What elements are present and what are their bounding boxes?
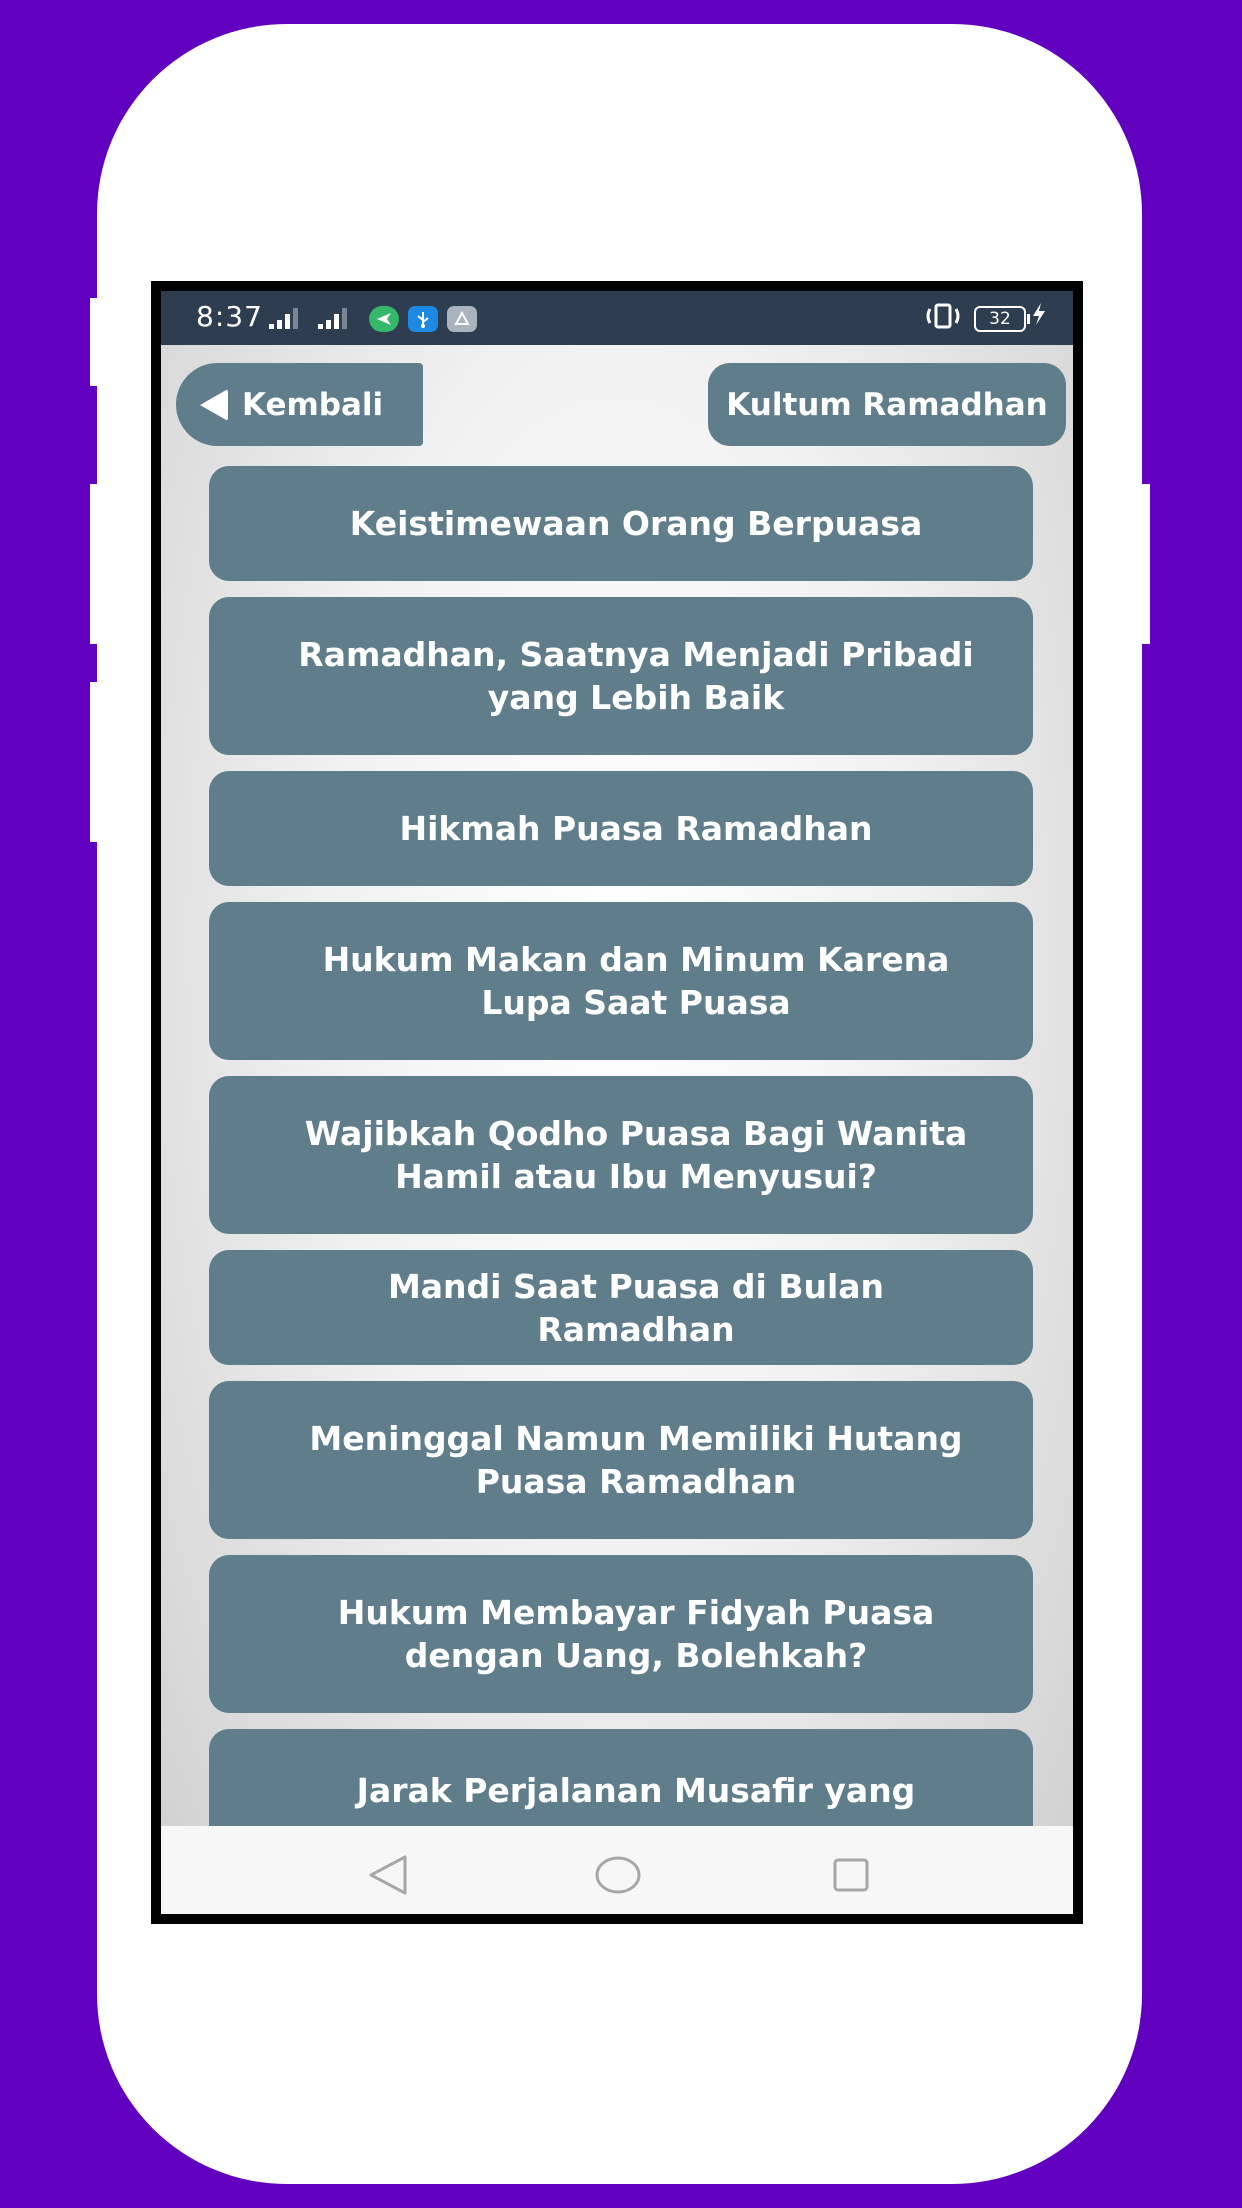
- list-item-label: Ramadhan, Saatnya Menjadi Pribadi yang Lebih Baik: [298, 635, 974, 717]
- phone-side-button: [1140, 484, 1150, 644]
- list-item[interactable]: [209, 1555, 1033, 1713]
- list-item-label: Jarak Perjalanan Musafir yang: [356, 1771, 916, 1810]
- phone-side-button: [90, 298, 100, 386]
- back-button[interactable]: [176, 363, 423, 446]
- list-item-label: Keistimewaan Orang Berpuasa: [349, 504, 923, 543]
- signal-icon: [269, 307, 298, 329]
- back-arrow-icon: [200, 389, 228, 421]
- list-item[interactable]: [209, 1250, 1033, 1365]
- charging-icon: [1031, 301, 1047, 333]
- list-item[interactable]: [209, 597, 1033, 755]
- app-screen: [161, 291, 1073, 1914]
- list-item-label: Mandi Saat Puasa di Bulan Ramadhan: [387, 1266, 885, 1349]
- signal-icon: [318, 307, 347, 329]
- back-nav-icon[interactable]: [365, 1854, 411, 1896]
- navigation-bar: [161, 1826, 1073, 1914]
- share-icon: [447, 306, 477, 332]
- list-item-label: Wajibkah Qodho Puasa Bagi Wanita Hamil atau Ibu Menyusui?: [304, 1114, 968, 1196]
- screen-frame: [151, 281, 1083, 1924]
- list-item-label: Hikmah Puasa Ramadhan: [399, 809, 873, 848]
- home-nav-icon[interactable]: [594, 1854, 642, 1896]
- vibrate-icon: [923, 301, 963, 338]
- phone-side-button: [90, 484, 100, 644]
- battery-icon: 32: [974, 306, 1026, 332]
- list-item[interactable]: [209, 1381, 1033, 1539]
- list-item[interactable]: [209, 466, 1033, 581]
- list-item[interactable]: [209, 1076, 1033, 1234]
- page-title: Kultum Ramadhan: [726, 386, 1048, 423]
- list-item-label: Hukum Membayar Fidyah Puasa dengan Uang, Bolehkah?: [337, 1593, 935, 1675]
- list-item[interactable]: [209, 902, 1033, 1060]
- phone-side-button: [90, 682, 100, 842]
- back-button-label: Kembali: [242, 386, 384, 423]
- status-time: 8:37: [196, 300, 263, 333]
- usb-icon: [408, 306, 438, 332]
- list-item-label: Meninggal Namun Memiliki Hutang Puasa Ramadhan: [309, 1419, 963, 1501]
- recents-nav-icon[interactable]: [831, 1854, 871, 1896]
- location-icon: [369, 306, 399, 332]
- page-title-button[interactable]: [708, 363, 1066, 446]
- list-item-label: Hukum Makan dan Minum Karena Lupa Saat Puasa: [322, 940, 950, 1022]
- list-item[interactable]: [209, 771, 1033, 886]
- status-bar: [161, 291, 1073, 345]
